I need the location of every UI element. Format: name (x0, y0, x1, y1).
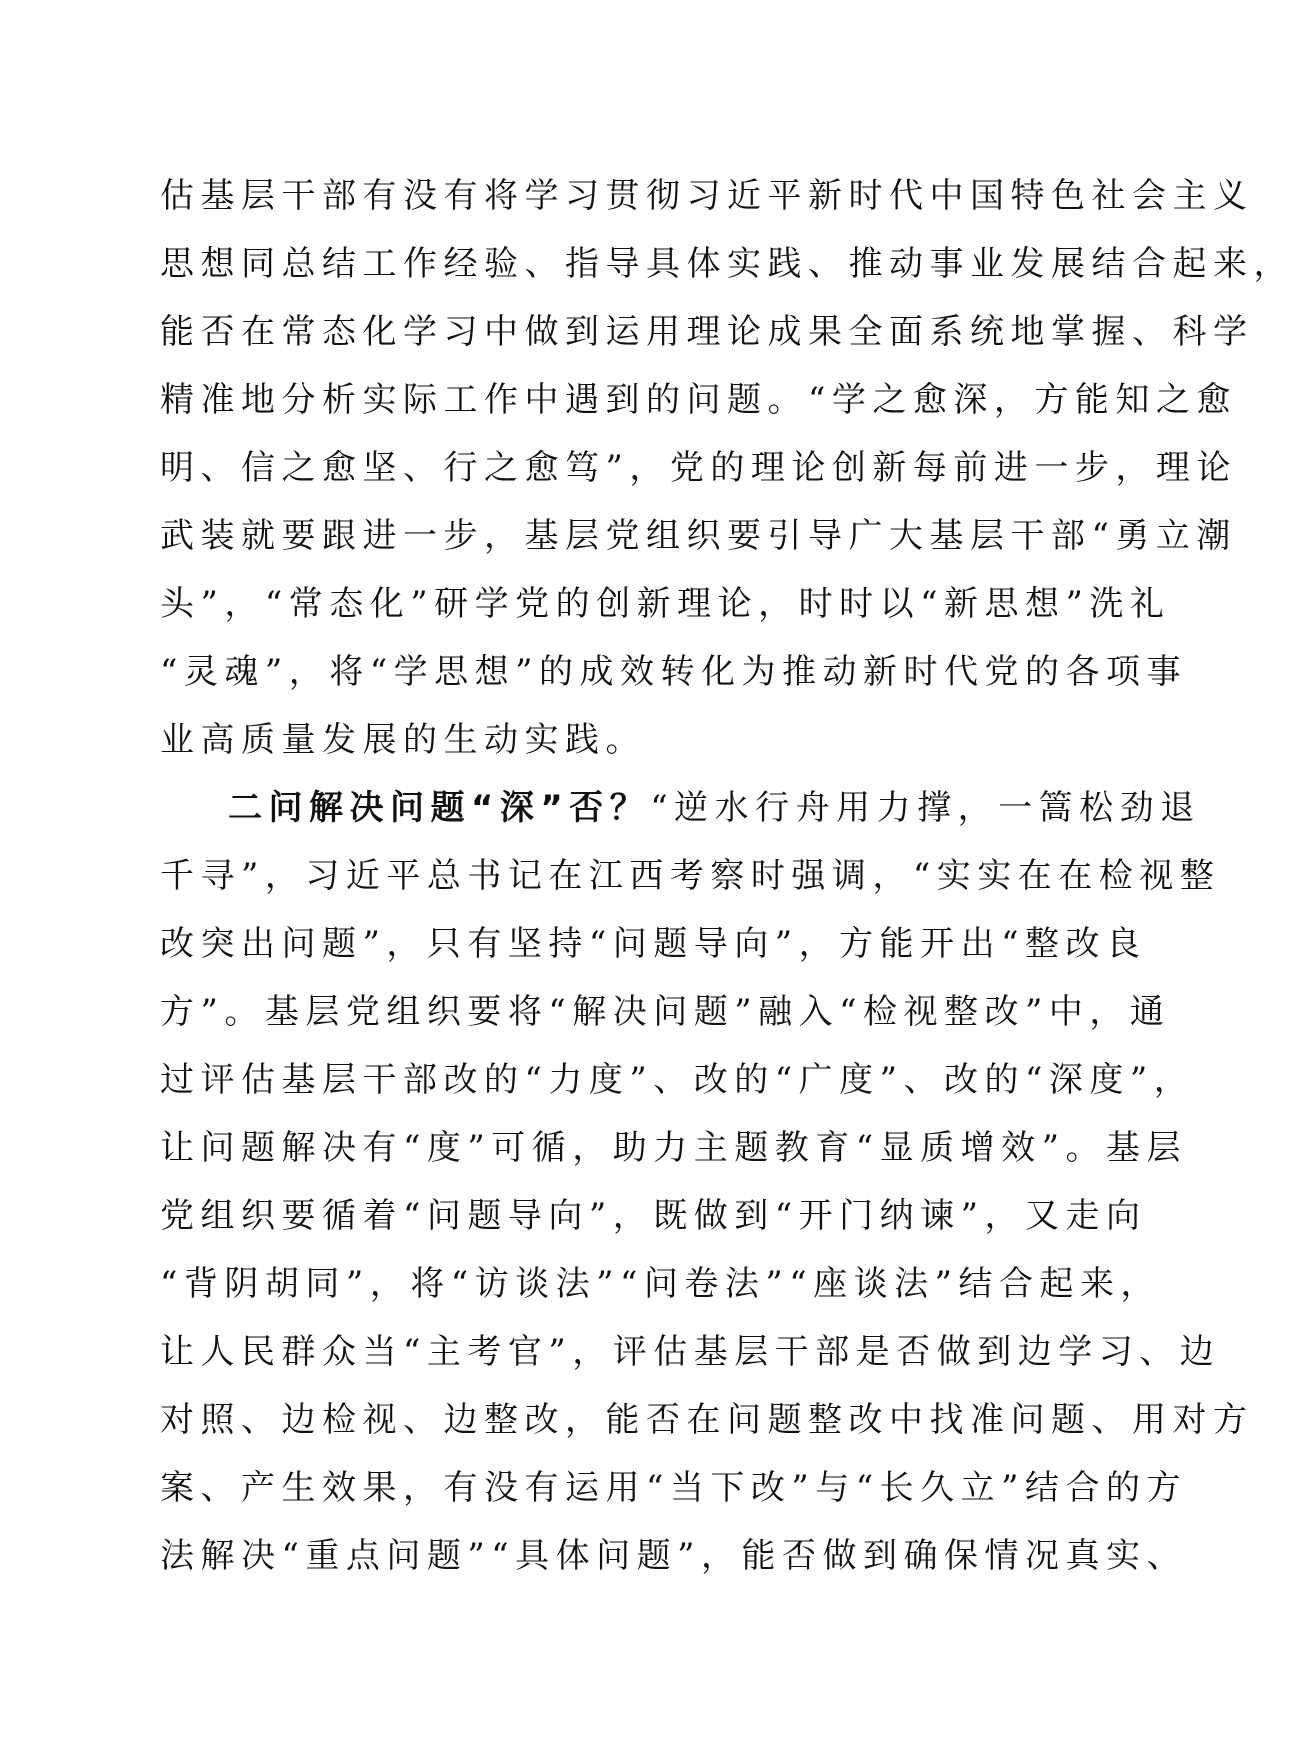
text-line: 让人民群众当“主考官”，评估基层干部是否做到边学习、边 (160, 1332, 1221, 1372)
paragraph-1 (160, 162, 1294, 774)
paragraph-first-line (228, 774, 1201, 842)
text-line: “背阴胡同”，将“访谈法”“问卷法”“座谈法”结合起来， (160, 1264, 1162, 1304)
text-line: 让问题解决有“度”可循，助力主题教育“显质增效”。基层 (160, 1128, 1188, 1168)
text-line: 精准地分析实际工作中遇到的问题。“学之愈深，方能知之愈 (160, 380, 1237, 420)
text-line: 业高质量发展的生动实践。 (160, 720, 646, 760)
text-line-rest: “逆水行舟用力撑，一篙松劲退 (650, 788, 1201, 828)
section-heading: 二问解决问题“深”否？ (228, 788, 651, 828)
text-line: 千寻”，习近平总书记在江西考察时强调，“实实在在检视整 (160, 856, 1221, 896)
text-line: 党组织要循着“问题导向”，既做到“开门纳谏”，又走向 (160, 1196, 1147, 1236)
text-line: 案、产生效果，有没有运用“当下改”与“长久立”结合的方 (160, 1468, 1188, 1508)
text-line: 明、信之愈坚、行之愈笃”，党的理论创新每前进一步，理论 (160, 448, 1237, 488)
paragraph-2 (160, 774, 1254, 1590)
text-line: 改突出问题”，只有坚持“问题导向”，方能开出“整改良 (160, 924, 1147, 964)
text-line: “灵魂”，将“学思想”的成效转化为推动新时代党的各项事 (160, 652, 1188, 692)
text-line: 对照、边检视、边整改，能否在问题整改中找准问题、用对方 (160, 1400, 1254, 1440)
text-line: 头”，“常态化”研学党的创新理论，时时以“新思想”洗礼 (160, 584, 1171, 624)
text-line: 能否在常态化学习中做到运用理论成果全面系统地掌握、科学 (160, 312, 1254, 352)
text-line: 法解决“重点问题”“具体问题”，能否做到确保情况真实、 (160, 1536, 1188, 1576)
text-line: 方”。基层党组织要将“解决问题”融入“检视整改”中，通 (160, 992, 1171, 1032)
text-line: 武装就要跟进一步，基层党组织要引导广大基层干部“勇立潮 (160, 516, 1237, 556)
text-line: 估基层干部有没有将学习贯彻习近平新时代中国特色社会主义 (160, 176, 1254, 216)
text-line: 思想同总结工作经验、指导具体实践、推动事业发展结合起来， (160, 244, 1294, 284)
text-line: 过评估基层干部改的“力度”、改的“广度”、改的“深度”， (160, 1060, 1195, 1100)
